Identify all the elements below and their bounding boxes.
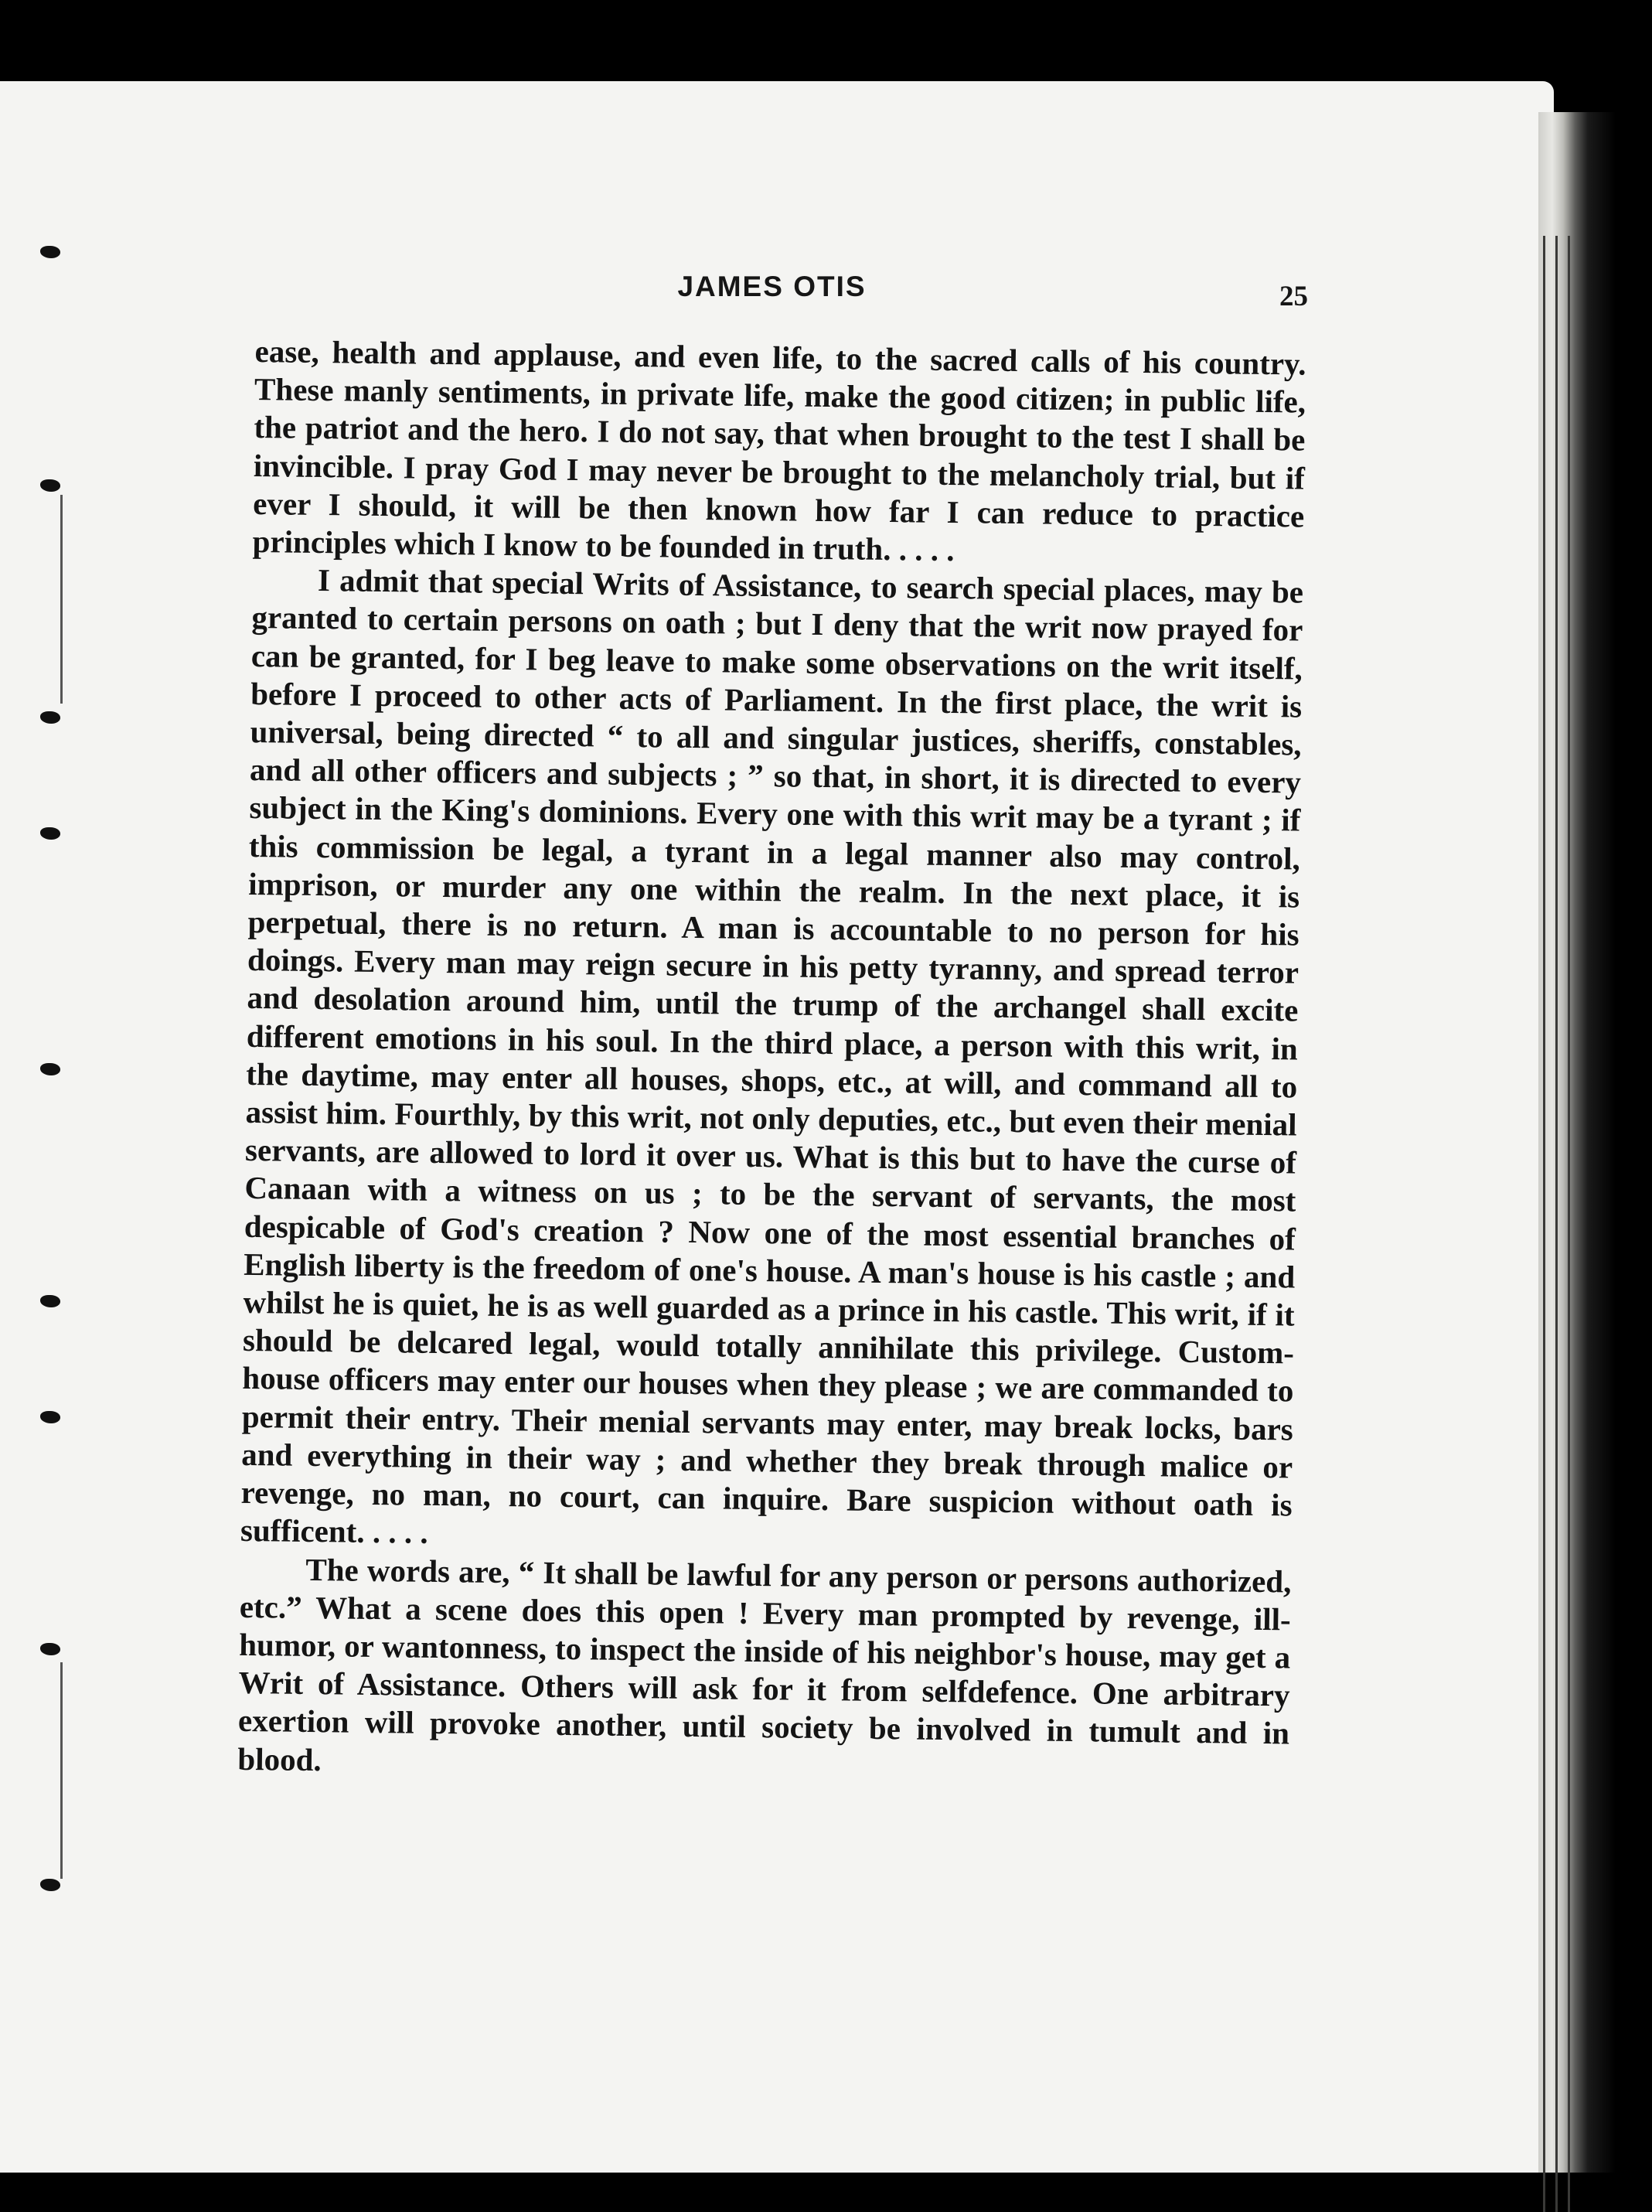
page-edge xyxy=(1538,112,1616,2173)
margin-mark xyxy=(40,1411,60,1423)
page-edge-line xyxy=(1555,236,1558,2212)
page-edge-line xyxy=(1568,236,1570,2212)
running-head: JAMES OTIS xyxy=(677,271,867,302)
margin-mark xyxy=(40,246,60,258)
margin-mark xyxy=(40,827,60,840)
paragraph: The words are, “ It shall be lawful for any person or persons authorized, etc.” What a scene does this open ! Every man prompted by revenge, ill-humor, or wantonness, to inspect the inside of his neighbor's house, may get a Writ of Assistance. Others will ask for it from selfdefence. One arbitrary exertion will provoke another, until society be involved in tumult and in blood. xyxy=(237,1551,1292,1777)
margin-mark xyxy=(40,1879,60,1891)
body-text xyxy=(237,332,1306,1791)
margin-mark xyxy=(40,479,60,492)
margin-mark xyxy=(40,1063,60,1075)
binding-line xyxy=(60,1662,63,1879)
page-edge-line xyxy=(1543,236,1545,2212)
paragraph: ease, health and applause, and even life, to the sacred calls of his country. These manly sentiments, in private life, make the good citizen; in public life, the patriot and the hero. I do not say, that when brought to the test I shall be invincible. I pray God I may never be brought to the melancholy trial, but if ever I should, it will be then known how far I can reduce to practice principles which I know to be founded in truth. . . . . xyxy=(252,332,1306,568)
margin-mark xyxy=(40,1643,60,1655)
paragraph: I admit that special Writs of Assistance, to search special places, may be granted to certain persons on oath ; but I deny that the writ now prayed for can be granted, for I beg leave to make some observations on the writ itself, before I proceed to other acts of Parliament. In the first place, the writ is universal, being directed “ to all and singular justices, sheriffs, constables, and all other officers and subjects ; ” so that, in short, it is directed to every subject in the King's dominions. Every one with this writ may be a tyrant ; if this commission be legal, a tyrant in a legal manner also may control, imprison, or murder any one within the realm. In the next place, it is perpetual, there is no return. A man is accountable to no person for his doings. Every man may reign secure in his petty tyranny, and spread terror and desolation around him, until the trump of the archangel shall excite different emotions in his soul. In the third place, a person with this writ, in the daytime, may enter all houses, shops, etc., at will, and command all to assist him. Fourthly, by this writ, not only deputies, etc., but even their menial servants, are allowed to lord it over us. What is this but to have the curse of Canaan with a witness on us ; to be the servant of servants, the most despicable of God's creation ? Now one of the most essential branches of English liberty is the freedom of one's house. A man's house is his castle ; and whilst he is quiet, he is as well guarded as a prince in his castle. This writ, if it should be delcared legal, would totally annihilate this privilege. Custom-house officers may enter our houses when they please ; we are commanded to permit their entry. Their menial servants may enter, may break locks, bars and everything in their way ; and whether they break through malice or revenge, no man, no court, can inquire. Bare suspicion without oath is sufficent. . . . . xyxy=(240,562,1304,1551)
binding-line xyxy=(60,495,63,704)
page-number: 25 xyxy=(1279,281,1308,312)
margin-mark xyxy=(40,711,60,724)
margin-mark xyxy=(40,1295,60,1307)
